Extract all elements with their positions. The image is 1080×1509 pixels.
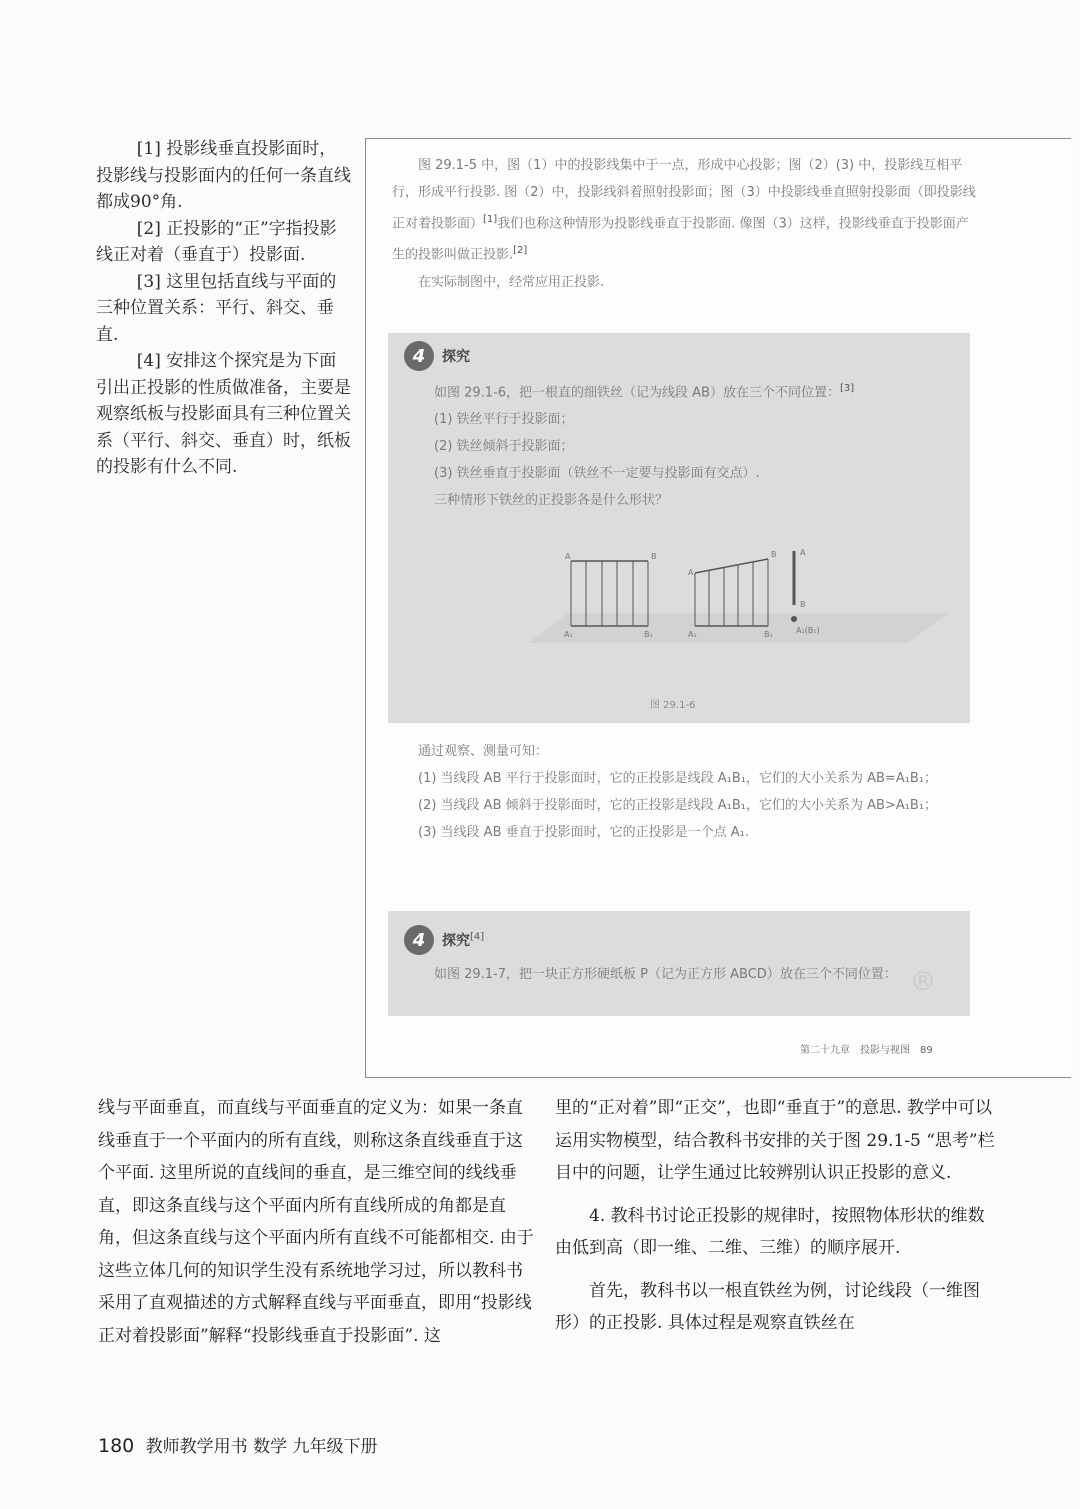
figure-29-1-6 [388, 333, 970, 723]
figure-caption: 图 29.1-6 [650, 700, 696, 711]
label-a-2: A [688, 568, 694, 577]
footnote-ref-3: [3] [839, 383, 855, 394]
footnote-ref-1: [1] [483, 214, 498, 225]
label-a1-2: A₁ [688, 630, 697, 639]
explore-badge-icon: 4 [404, 341, 434, 371]
body-column-left [98, 1092, 536, 1352]
observe-item-3: (3) 当线段 AB 垂直于投影面时，它的正投影是一个点 A₁. [418, 825, 749, 840]
label-a-1: A [565, 552, 571, 561]
explore-intro-1: 如图 29.1-6，把一根直的细铁丝（记为线段 AB）放在三个不同位置： [434, 385, 840, 401]
textbook-para1b: 我们也称这种情形为投影线垂直于投影面. 像图（3）这样，投影线垂直于投影面产生的投影叫做正投影. [392, 216, 969, 263]
body-column-right [555, 1092, 995, 1340]
explore-question-1: 三种情形下铁丝的正投影各是什么形状？ [434, 493, 669, 509]
explore-intro-2: 如图 29.1-7，把一块正方形硬纸板 P（记为正方形 ABCD）放在三个不同位置： [434, 967, 897, 982]
body-right-para-1: 里的“正对着”即“正交”，也即“垂直于”的意思. 教学中可以运用实物模型，结合教科书安排的关于图 29.1-5 “思考”栏目中的问题，让学生通过比较辨别认识正投影的意义. [555, 1098, 995, 1183]
textbook-para1a: 图 29.1-5 中，图（1）中的投影线集中于一点，形成中心投影；图（2）(3) 中，投影线互相平行，形成平行投影. 图（2）中，投影线斜着照射投影面；图（3）中投影线垂直照射投影面（即投影线正对着投影面） [392, 158, 976, 232]
explore-box-2 [388, 911, 970, 1016]
side-note-2: [2] 正投影的“正”字指投影线正对着（垂直于）投影面. [96, 218, 337, 265]
explore-title-2: 探究 [442, 933, 470, 949]
textbook-para2: 在实际制图中，经常应用正投影. [418, 274, 605, 290]
label-b-2: B [771, 550, 777, 559]
explore-header-2 [404, 925, 484, 955]
textbook-intro [392, 152, 977, 296]
explore-badge-icon: 4 [404, 925, 434, 955]
label-b-1: B [651, 552, 657, 561]
observe-item-1: (1) 当线段 AB 平行于投影面时，它的正投影是线段 A₁B₁，它们的大小关系为 AB=A₁B₁； [418, 771, 938, 786]
side-notes [96, 136, 352, 481]
label-a-3: A [800, 548, 806, 557]
explore-item-1: (1) 铁丝平行于投影面； [434, 412, 574, 428]
explore-item-3: (3) 铁丝垂直于投影面（铁丝不一定要与投影面有交点）. [434, 466, 760, 482]
registered-mark-watermark: ® [910, 967, 936, 997]
label-b-3: B [800, 600, 806, 609]
figure-case-perpendicular [792, 551, 797, 622]
side-note-3: [3] 这里包括直线与平面的三种位置关系：平行、斜交、垂直. [96, 271, 337, 345]
observe-item-2: (2) 当线段 AB 倾斜于投影面时，它的正投影是线段 A₁B₁，它们的大小关系为 AB>A₁B₁； [418, 798, 938, 813]
side-note-1: [1] 投影线垂直投影面时，投影线与投影面内的任何一条直线都成90°角. [96, 139, 351, 212]
page-footer [98, 1432, 377, 1457]
explore-title-1: 探究 [442, 349, 470, 365]
textbook-page-footer: 第二十九章 投影与视图 89 [800, 1045, 933, 1056]
side-note-4: [4] 安排这个探究是为下面引出正投影的性质做准备，主要是观察纸板与投影面具有三种位置关系（平行、斜交、垂直）时，纸板的投影有什么不同. [96, 351, 351, 477]
label-b1-1: B₁ [644, 630, 653, 639]
footnote-ref-4: [4] [470, 931, 485, 943]
page-number: 180 [98, 1435, 135, 1457]
label-a1-1: A₁ [564, 630, 573, 639]
explore-box-1 [388, 333, 970, 723]
observations [392, 738, 977, 846]
explore-content-2 [408, 961, 956, 988]
body-right-para-2: 4. 教科书讨论正投影的规律时，按照物体形状的维数由低到高（即一维、二维、三维）的顺序展开. [555, 1205, 985, 1258]
explore-item-2: (2) 铁丝倾斜于投影面； [434, 439, 574, 455]
book-title: 教师教学用书 数学 九年级下册 [145, 1437, 378, 1457]
body-right-para-3: 首先，教科书以一根直铁丝为例，讨论线段（一维图形）的正投影. 具体过程是观察直铁丝在 [555, 1280, 980, 1333]
observe-intro: 通过观察、测量可知： [418, 744, 549, 759]
label-b1-2: B₁ [764, 630, 773, 639]
footnote-ref-2: [2] [513, 245, 528, 257]
label-a1b1-3: A₁(B₁) [796, 626, 820, 635]
body-left-para: 线与平面垂直，而直线与平面垂直的定义为：如果一条直线垂直于一个平面内的所有直线，则称这条直线垂直于这个平面. 这里所说的直线间的垂直，是三维空间的线线垂直，即这条直线与这个平面内所有直线所成的角都是直角，但这条直线与这个平面内所有直线不可能都相交. 由于这些立体几何的知识学生没有系统地学习过，所以教科书采用了直观描述的方式解释直线与平面垂直，即用“投影线正对着投影面”解释“投影线垂直于投影面”. 这 [98, 1098, 534, 1346]
